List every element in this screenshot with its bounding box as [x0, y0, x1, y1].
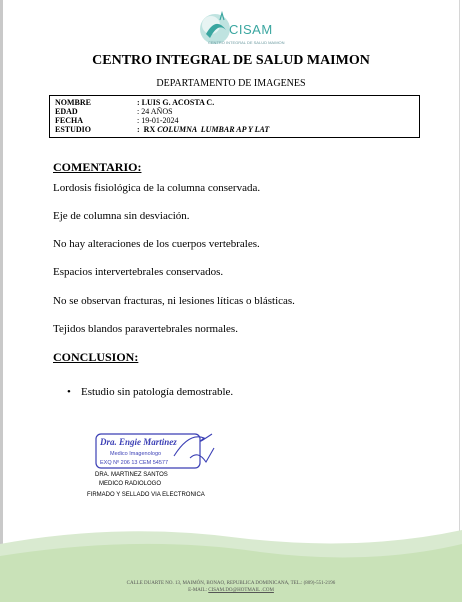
date-value: : 19-01-2024	[137, 116, 179, 125]
comment-line: Eje de columna sin desviación.	[53, 210, 190, 222]
logo-brand: CISAM	[229, 22, 273, 37]
study-date-row	[55, 116, 179, 125]
patient-info-box	[49, 95, 420, 138]
comment-heading: COMENTARIO:	[53, 160, 142, 174]
conclusion-item: Estudio sin patología demostrable.	[81, 386, 234, 398]
comment-line: No se observan fracturas, ni lesiones líticas o blásticas.	[53, 295, 295, 307]
signature-stamp	[94, 428, 218, 472]
study-prefix: : RX	[137, 125, 158, 134]
study-label: ESTUDIO	[55, 125, 92, 134]
comment-line: No hay alteraciones de los cuerpos vertebrales.	[53, 238, 260, 250]
page-edge	[459, 0, 460, 602]
study-row	[55, 125, 269, 134]
bullet-icon: •	[67, 386, 71, 398]
footer-email-line	[0, 588, 462, 593]
signature-note: FIRMADO Y SELLADO VIA ELECTRONICA	[87, 492, 205, 498]
comment-line: Lordosis fisiológica de la columna conservada.	[53, 182, 261, 194]
footer-address: CALLE DUARTE NO. 13, MAIMÓN, BONAO, REPUBLICA DOMINICANA, TEL.: (809)-551-2196	[126, 581, 336, 586]
department-name: DEPARTAMENTO DE IMAGENES	[156, 78, 306, 89]
stamp-name: Dra. Engie Martinez	[100, 437, 177, 447]
comment-line: Tejidos blandos paravertebrales normales.	[53, 323, 238, 335]
stamp-title: Medico Imagenologo	[110, 451, 162, 457]
doctor-role: MEDICO RADIOLOGO	[99, 481, 162, 487]
age-label: EDAD	[55, 107, 78, 116]
name-value: : LUIS G. ACOSTA C.	[137, 98, 215, 107]
page-edge	[0, 0, 3, 602]
comment-line: Espacios intervertebrales conservados.	[53, 266, 224, 278]
report-title: CENTRO INTEGRAL DE SALUD MAIMON	[92, 53, 370, 68]
patient-age-row	[55, 107, 173, 116]
stamp-exequatur: EXQ Nº 206 13 CEM 54577	[100, 460, 169, 466]
conclusion-heading: CONCLUSION:	[53, 350, 139, 364]
email-label: E-MAIL:	[188, 588, 209, 593]
date-label: FECHA	[55, 116, 83, 125]
doctor-name: DRA. MARTINEZ SANTOS	[95, 472, 168, 478]
logo-tagline: CENTRO INTEGRAL DE SALUD MAIMON	[208, 40, 285, 45]
name-label: NOMBRE	[55, 98, 91, 107]
email-link[interactable]: CISAM.DO@HOTMAIL .COM	[208, 588, 274, 593]
study-value: COLUMNA LUMBAR AP Y LAT	[157, 125, 270, 134]
age-value: : 24 AÑOS	[137, 107, 173, 116]
patient-name-row	[55, 98, 214, 107]
